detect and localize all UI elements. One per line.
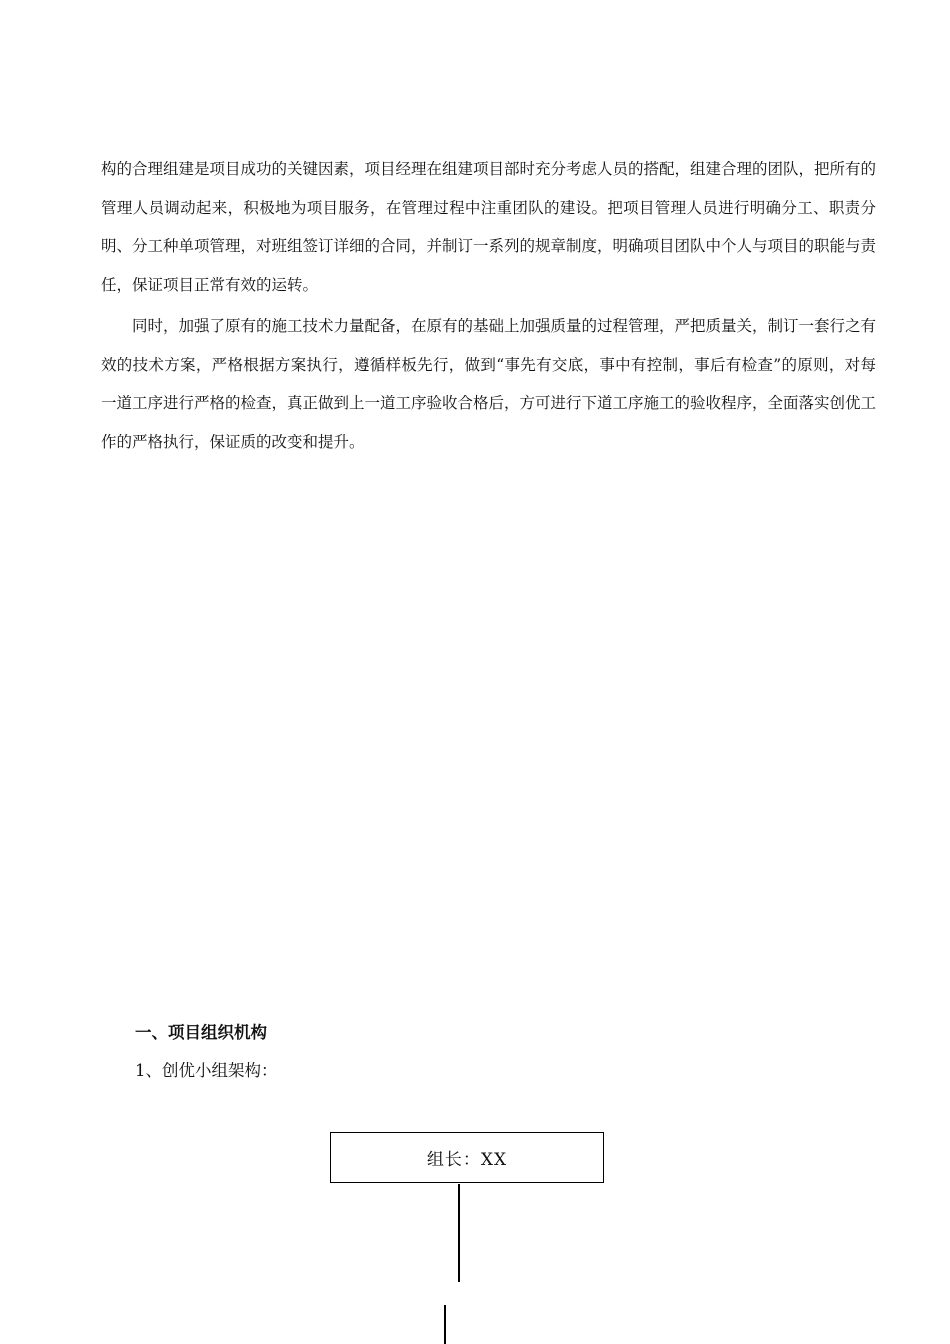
- org-chart-connector-line-lower: [444, 1305, 446, 1344]
- section-heading: 一、项目组织机构: [135, 1023, 267, 1042]
- section-subheading: 1、创优小组架构：: [135, 1061, 278, 1080]
- body-paragraph-2: 同时，加强了原有的施工技术力量配备，在原有的基础上加强质量的过程管理，严把质量关，制订一套行之有效的技术方案，严格根据方案执行，遵循样板先行，做到“事先有交底，事中有控制，事后有检查”的原则，对每一道工序进行严格的检查，真正做到上一道工序验收合格后，方可进行下道工序施工的验收程序，全面落实创优工作的严格执行，保证质的改变和提升。: [101, 317, 877, 451]
- org-chart-connector-line: [458, 1184, 460, 1282]
- body-paragraph-1: 构的合理组建是项目成功的关键因素，项目经理在组建项目部时充分考虑人员的搭配，组建合理的团队，把所有的管理人员调动起来，积极地为项目服务，在管理过程中注重团队的建设。把项目管理人员进行明确分工、职责分明、分工种单项管理，对班组签订详细的合同，并制订一系列的规章制度，明确项目团队中个人与项目的职能与责任，保证项目正常有效的运转。: [101, 160, 877, 294]
- org-chart-leader-box: [330, 1132, 604, 1183]
- org-chart-leader-label: 组长：XX: [426, 1150, 508, 1170]
